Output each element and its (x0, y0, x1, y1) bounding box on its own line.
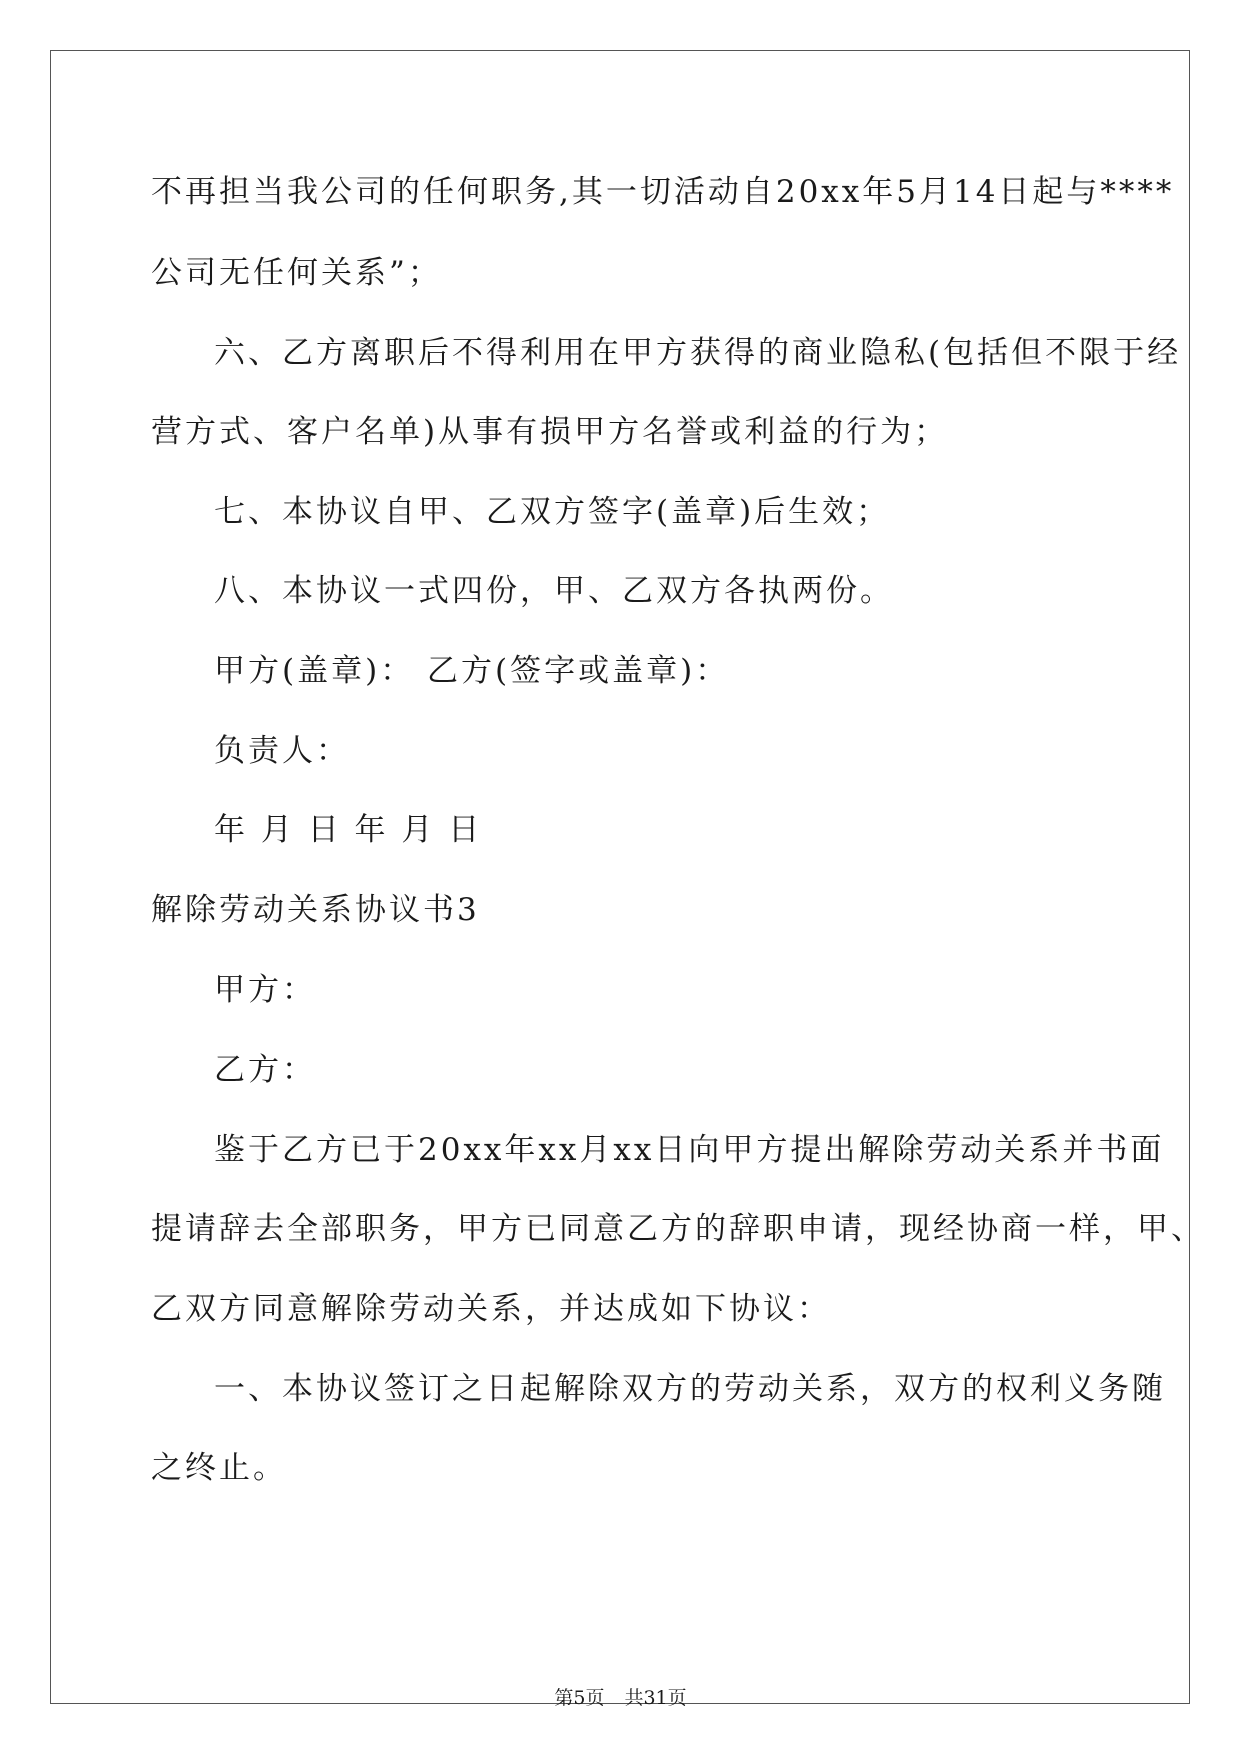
body-line-1: 不再担当我公司的任何职务,其一切活动自20xx年5月14日起与**** (151, 174, 1175, 210)
party-b: 乙方： (214, 1052, 316, 1088)
clause-1-line-2: 之终止。 (151, 1450, 287, 1486)
clause-8: 八、本协议一式四份，甲、乙双方各执两份。 (214, 573, 894, 609)
party-a: 甲方： (214, 972, 316, 1008)
body-line-2: 公司无任何关系”； (151, 255, 442, 291)
preamble-line-3: 乙双方同意解除劳动关系，并达成如下协议： (151, 1291, 831, 1327)
section-title: 解除劳动关系协议书3 (151, 892, 480, 928)
clause-7: 七、本协议自甲、乙双方签字(盖章)后生效； (214, 494, 891, 530)
clause-6-line-2: 营方式、客户名单)从事有损甲方名誉或利益的行为； (151, 414, 949, 450)
preamble-line-1: 鉴于乙方已于20xx年xx月xx日向甲方提出解除劳动关系并书面 (214, 1132, 1165, 1168)
clause-1-line-1: 一、本协议签订之日起解除双方的劳动关系，双方的权利义务随 (214, 1371, 1166, 1407)
preamble-line-2: 提请辞去全部职务，甲方已同意乙方的辞职申请，现经协商一样，甲、 (151, 1211, 1205, 1247)
signature-parties: 甲方(盖章)： 乙方(签字或盖章)： (214, 653, 730, 689)
date-line: 年 月 日 年 月 日 (214, 812, 483, 848)
page-number: 第5页 (554, 1687, 605, 1709)
responsible-person: 负责人： (214, 733, 350, 769)
clause-6-line-1: 六、乙方离职后不得利用在甲方获得的商业隐私(包括但不限于经 (214, 335, 1182, 371)
page-footer (0, 1686, 1241, 1710)
page-total: 共31页 (624, 1687, 687, 1709)
